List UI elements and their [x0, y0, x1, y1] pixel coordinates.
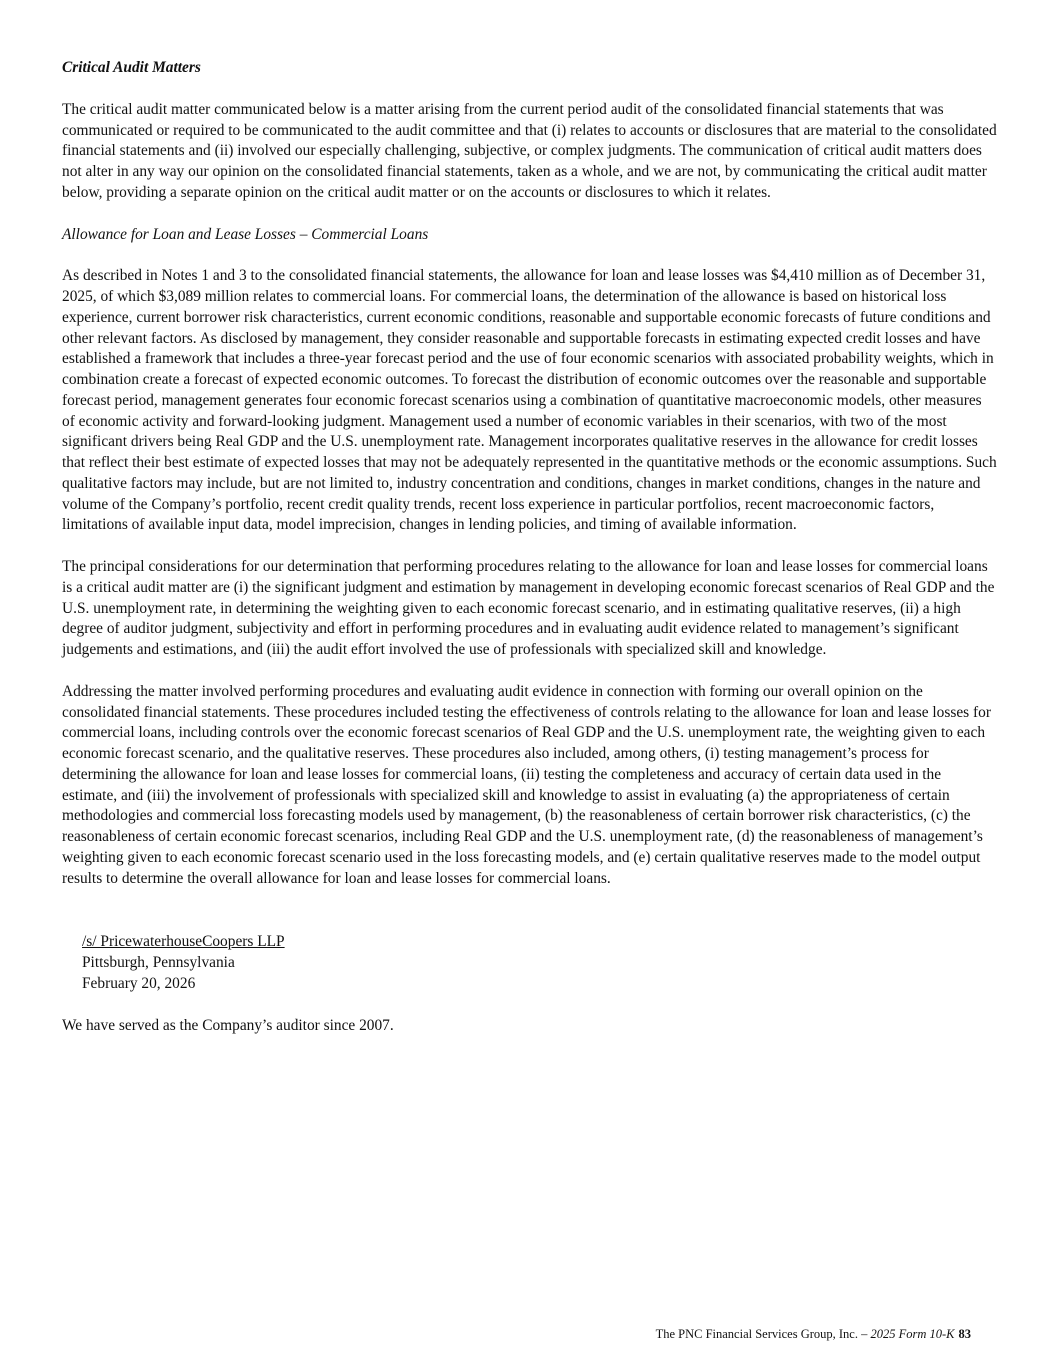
matter-subheading: Allowance for Loan and Lease Losses – Commercial Loans [62, 225, 429, 243]
footer-company: The PNC Financial Services Group, Inc. – [655, 1327, 871, 1341]
intro-paragraph: The critical audit matter communicated below is a matter arising from the current period audit of the consolidated financial statements that was communicated or required to be communicated to the audit committee and that (i) relates to accounts or disclosures that are material to the consolidated financial statements and (ii) involved our especially challenging, subjective, or complex judgments. The communication of critical audit matters does not alter in any way our opinion on the consolidated financial statements, taken as a whole, and we are not, by communicating the critical audit matter below, providing a separate opinion on the critical audit matter or on the accounts or disclosures to which it relates. [62, 100, 997, 201]
procedures-paragraph: Addressing the matter involved performing procedures and evaluating audit evidence in connection with forming our overall opinion on the consolidated financial statements. These procedures included testing the effectiveness of controls relating to the allowance for loan and lease losses for commercial loans, including controls over the economic forecast scenarios of Real GDP and the U.S. unemployment rate, the weighting given to each economic forecast scenario, and the qualitative reserves. These procedures also included, among others, (i) testing management’s process for determining the allowance for loan and lease losses for commercial loans, (ii) testing the completeness and accuracy of certain data used in the estimate, and (iii) the involvement of professionals with specialized skill and knowledge to assist in evaluating (a) the appropriateness of certain methodologies and commercial loss forecasting models used by management, (b) the reasonableness of certain borrower risk characteristics, (c) the reasonableness of certain economic forecast scenarios, including Real GDP and the U.S. unemployment rate, (d) the reasonableness of management’s weighting given to each economic forecast scenario used in the loss forecasting models, and (e) certain qualitative reserves made to the model output results to determine the overall allowance for loan and lease losses for commercial loans. [62, 682, 991, 887]
footer-form: 2025 Form 10-K [870, 1327, 955, 1341]
signature-location: Pittsburgh, Pennsylvania [82, 954, 235, 971]
section-title: Critical Audit Matters [62, 59, 201, 76]
document-body [62, 58, 997, 1057]
description-paragraph: As described in Notes 1 and 3 to the consolidated financial statements, the allowance for loan and lease losses was $4,410 million as of December 31, 2025, of which $3,089 million relates to commercial loans. For commercial loans, the determination of the allowance is based on historical loss experience, current borrower risk characteristics, current economic conditions, reasonable and supportable economic forecasts of future conditions and other relevant factors. As disclosed by management, they consider reasonable and supportable forecasts in estimating expected credit losses and have established a framework that includes a three-year forecast period and the use of four economic scenarios with associated probability weights, which in combination create a forecast of expected economic outcomes. To forecast the distribution of economic outcomes over the reasonable and supportable forecast period, management generates four economic forecast scenarios using a combination of quantitative macroeconomic models, other measures of economic activity and forward-looking judgment. Management used a number of economic variables in their scenarios, with two of the most significant drivers being Real GDP and the U.S. unemployment rate. Management incorporates qualitative reserves in the allowance for credit losses that reflect their best estimate of expected losses that may not be adequately represented in the quantitative methods or the economic assumptions. Such qualitative factors may include, but are not limited to, industry concentration and conditions, changes in market conditions, changes in the nature and volume of the Company’s portfolio, recent credit quality trends, recent loss experience in particular portfolios, recent macroeconomic factors, limitations of available input data, model imprecision, changes in lending policies, and timing of available information. [62, 267, 997, 534]
signature-name: /s/ PricewaterhouseCoopers LLP [82, 933, 285, 951]
page-number: 83 [958, 1327, 971, 1341]
signature-block [82, 932, 997, 994]
auditor-tenure: We have served as the Company’s auditor since 2007. [62, 1016, 394, 1034]
page-footer [656, 1326, 971, 1342]
signature-date: February 20, 2026 [82, 974, 196, 992]
considerations-paragraph: The principal considerations for our determination that performing procedures relating to the allowance for loan and lease losses for commercial loans is a critical audit matter are (i) the significant judgment and estimation by management in developing economic forecast scenarios of Real GDP and the U.S. unemployment rate, in determining the weighting given to each economic forecast scenario, and in estimating qualitative reserves, (ii) a high degree of auditor judgment, subjectivity and effort in performing procedures and in evaluating audit evidence related to management’s significant judgements and estimations, and (iii) the audit effort involved the use of professionals with specialized skill and knowledge. [62, 558, 995, 658]
